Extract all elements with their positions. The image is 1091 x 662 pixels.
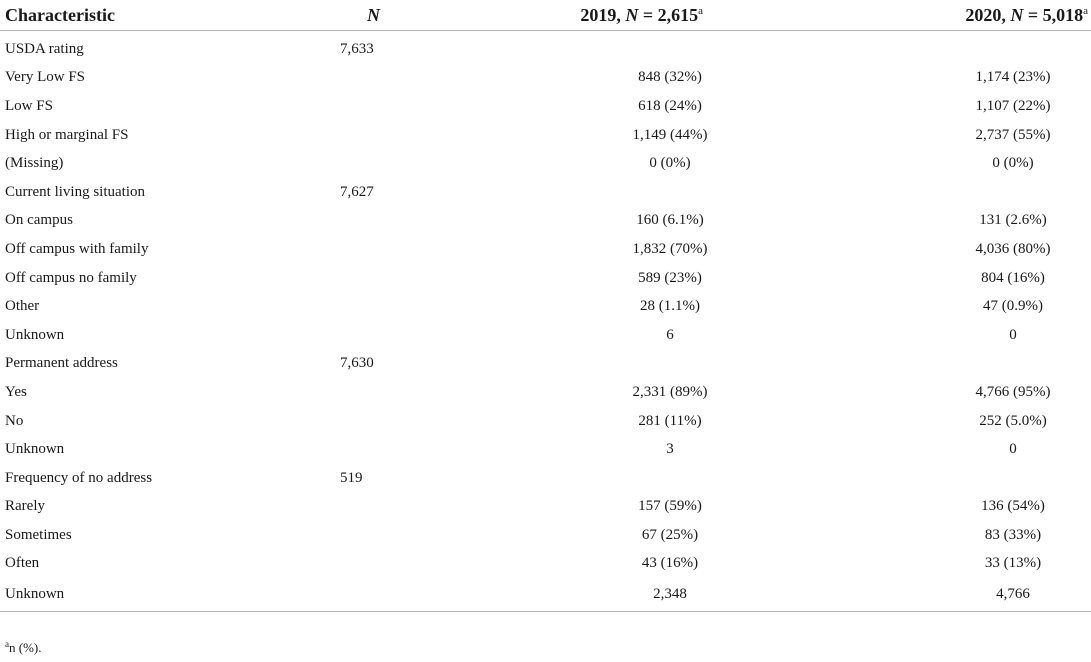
cell-2020: 252 (5.0%) <box>979 412 1047 429</box>
table-row <box>0 350 1091 379</box>
cell-2019: 618 (24%) <box>638 97 702 114</box>
cell-2020: 83 (33%) <box>984 526 1042 543</box>
table-row <box>0 264 1091 293</box>
cell-characteristic: USDA rating <box>5 40 84 57</box>
cell-2019 <box>430 350 760 379</box>
footnote-text: n (%). <box>9 640 42 655</box>
cell-characteristic: (Missing) <box>5 155 64 172</box>
column-header-2019-label: 2019, <box>580 4 626 25</box>
cell-n: 519 <box>340 469 363 486</box>
column-header-2020-count: = 5,018 <box>1023 4 1084 25</box>
cell-2020: 47 (0.9%) <box>983 298 1043 315</box>
cell-2020: 4,036 (80%) <box>975 240 1051 257</box>
cell-2019: 6 <box>666 326 674 343</box>
cell-2020 <box>760 31 1091 64</box>
cell-characteristic: Unknown <box>5 441 65 458</box>
cell-n <box>340 121 430 150</box>
cell-2019: 1,832 (70%) <box>632 240 708 257</box>
table-row <box>0 493 1091 522</box>
cell-2020: 0 (0%) <box>992 155 1034 172</box>
cell-characteristic: Unknown <box>0 578 340 612</box>
column-header-2019-count: = 2,615 <box>638 4 699 25</box>
cell-2020 <box>760 464 1091 493</box>
cell-characteristic: Off campus with family <box>5 240 149 257</box>
table-row <box>0 321 1091 350</box>
cell-2020: 804 (16%) <box>981 269 1045 286</box>
column-header-2020-footnote-marker: a <box>1083 4 1088 17</box>
cell-characteristic: Permanent address <box>5 355 118 372</box>
cell-2020 <box>760 350 1091 379</box>
cell-n: 7,633 <box>340 40 374 57</box>
cell-2020 <box>760 178 1091 207</box>
cell-2019: 848 (32%) <box>638 69 702 86</box>
column-header-2020-n: N <box>1010 4 1024 25</box>
cell-characteristic: Current living situation <box>5 183 145 200</box>
cell-2020: 136 (54%) <box>981 498 1045 515</box>
cell-2020: 1,174 (23%) <box>975 69 1051 86</box>
table-row <box>0 378 1091 407</box>
cell-n <box>340 378 430 407</box>
cell-n <box>340 235 430 264</box>
cell-2019 <box>430 31 760 64</box>
cell-characteristic: Frequency of no address <box>5 469 153 486</box>
column-header-2020-label: 2020, <box>965 4 1011 25</box>
table-row <box>0 121 1091 150</box>
cell-n <box>340 149 430 178</box>
cell-n: 7,630 <box>340 355 374 372</box>
cell-n <box>340 578 430 612</box>
column-header-2019 <box>430 0 760 31</box>
cell-n <box>340 321 430 350</box>
table-row <box>0 292 1091 321</box>
cell-characteristic: Off campus no family <box>5 269 137 286</box>
cell-n <box>340 493 430 522</box>
table-footnote <box>5 640 42 656</box>
cell-2019: 2,348 <box>430 578 760 612</box>
cell-2019: 589 (23%) <box>638 269 702 286</box>
cell-n <box>340 435 430 464</box>
cell-2020: 0 <box>1009 441 1017 458</box>
table-row <box>0 521 1091 550</box>
cell-2019: 281 (11%) <box>638 412 702 429</box>
cell-characteristic: Other <box>5 298 40 315</box>
cell-n <box>340 550 430 579</box>
cell-2019: 0 (0%) <box>649 155 691 172</box>
cell-2019: 160 (6.1%) <box>636 212 704 229</box>
table-row <box>0 149 1091 178</box>
cell-characteristic: Very Low FS <box>5 69 86 86</box>
table-body <box>0 31 1091 612</box>
column-header-2019-n: N <box>625 4 639 25</box>
cell-characteristic: Often <box>5 555 40 572</box>
table-row <box>0 235 1091 264</box>
cell-n <box>340 407 430 436</box>
cell-n <box>340 292 430 321</box>
cell-n <box>340 207 430 236</box>
cell-2019: 67 (25%) <box>641 526 699 543</box>
cell-2020: 1,107 (22%) <box>975 97 1051 114</box>
cell-characteristic: Sometimes <box>5 526 72 543</box>
table-row <box>0 435 1091 464</box>
cell-2019: 157 (59%) <box>638 498 702 515</box>
table-row <box>0 550 1091 579</box>
column-header-characteristic: Characteristic <box>0 0 340 31</box>
cell-characteristic: Unknown <box>5 326 65 343</box>
cell-2020: 4,766 <box>760 578 1091 612</box>
cell-2020: 33 (13%) <box>984 555 1042 572</box>
cell-n <box>340 92 430 121</box>
cell-n <box>340 264 430 293</box>
table-row <box>0 578 1091 612</box>
cell-2019: 43 (16%) <box>641 555 699 572</box>
table-header-row <box>0 0 1091 31</box>
column-header-2020 <box>760 0 1091 31</box>
cell-characteristic: High or marginal FS <box>5 126 129 143</box>
cell-2020: 2,737 (55%) <box>975 126 1051 143</box>
column-header-2019-footnote-marker: a <box>698 4 703 17</box>
cell-n: 7,627 <box>340 183 374 200</box>
table-row <box>0 407 1091 436</box>
cell-2020: 0 <box>1009 326 1017 343</box>
footnote-marker: a <box>5 639 9 649</box>
cell-2019 <box>430 464 760 493</box>
cell-n <box>340 521 430 550</box>
cell-n <box>340 64 430 93</box>
column-header-n: N <box>340 0 430 31</box>
table-row <box>0 207 1091 236</box>
cell-2019: 2,331 (89%) <box>632 383 708 400</box>
cell-characteristic: Low FS <box>5 97 53 114</box>
cell-characteristic: No <box>5 412 24 429</box>
cell-2019: 1,149 (44%) <box>632 126 708 143</box>
cell-2019: 3 <box>666 441 674 458</box>
cell-2020: 4,766 (95%) <box>975 383 1051 400</box>
cell-2019: 28 (1.1%) <box>640 298 700 315</box>
cell-characteristic: Yes <box>5 383 27 400</box>
table-row <box>0 92 1091 121</box>
cell-2020: 131 (2.6%) <box>979 212 1047 229</box>
cell-2019 <box>430 178 760 207</box>
table-row <box>0 31 1091 64</box>
table-row <box>0 178 1091 207</box>
cell-characteristic: Rarely <box>5 498 45 515</box>
table-row <box>0 464 1091 493</box>
table-row <box>0 64 1091 93</box>
cell-characteristic: On campus <box>5 212 73 229</box>
